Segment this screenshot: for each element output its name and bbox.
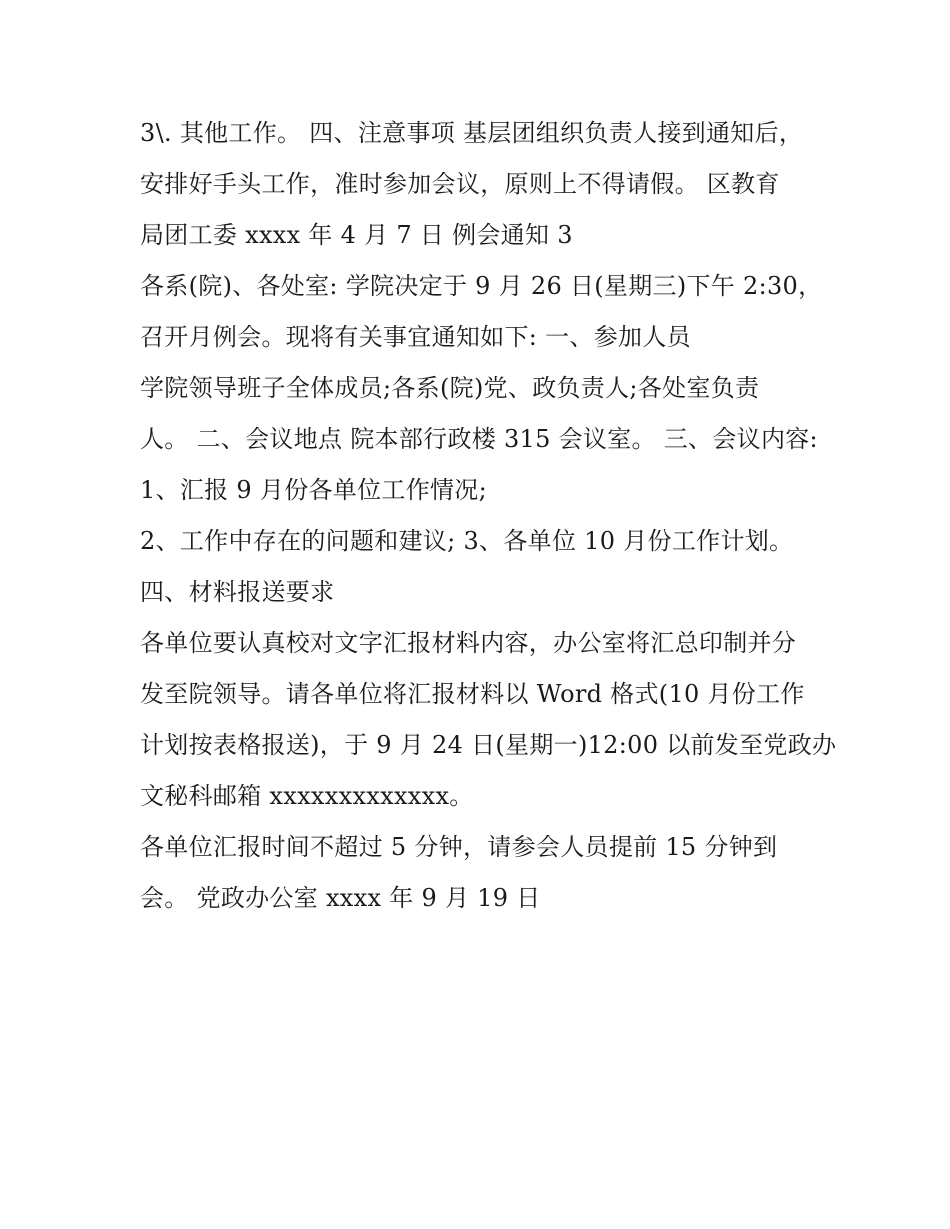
text-line: 局团工委 xxxx 年 4 月 7 日 例会通知 3 [140, 221, 573, 249]
text-line: 各单位要认真校对文字汇报材料内容，办公室将汇总印制并分 [140, 629, 797, 657]
text-line: 学院领导班子全体成员;各系(院)党、政负责人;各处室负责 [140, 374, 760, 402]
text-line: 文秘科邮箱 xxxxxxxxxxxxx。 [140, 782, 474, 810]
text-line: 3\. 其他工作。 四、注意事项 基层团组织负责人接到通知后， [140, 119, 804, 147]
section-heading: 四、材料报送要求 [140, 578, 335, 606]
text-line: 计划按表格报送)，于 9 月 24 日(星期一)12:00 以前发至党政办 [140, 731, 837, 759]
text-line: 安排好手头工作，准时参加会议，原则上不得请假。 区教育 [140, 170, 780, 198]
text-line: 人。 二、会议地点 院本部行政楼 315 会议室。 三、会议内容: [140, 425, 818, 453]
text-line: 各系(院)、各处室: 学院决定于 9 月 26 日(星期三)下午 2:30， [140, 272, 823, 300]
text-line: 召开月例会。现将有关事宜通知如下: 一、参加人员 [140, 323, 691, 351]
text-line: 2、工作中存在的问题和建议; 3、各单位 10 月份工作计划。 [140, 527, 794, 555]
text-line: 发至院领导。请各单位将汇报材料以 Word 格式(10 月份工作 [140, 680, 805, 708]
document-body [140, 108, 837, 924]
text-line: 1、汇报 9 月份各单位工作情况; [140, 476, 487, 504]
signature-line: 会。 党政办公室 xxxx 年 9 月 19 日 [140, 884, 541, 912]
text-line: 各单位汇报时间不超过 5 分钟，请参会人员提前 15 分钟到 [140, 833, 778, 861]
